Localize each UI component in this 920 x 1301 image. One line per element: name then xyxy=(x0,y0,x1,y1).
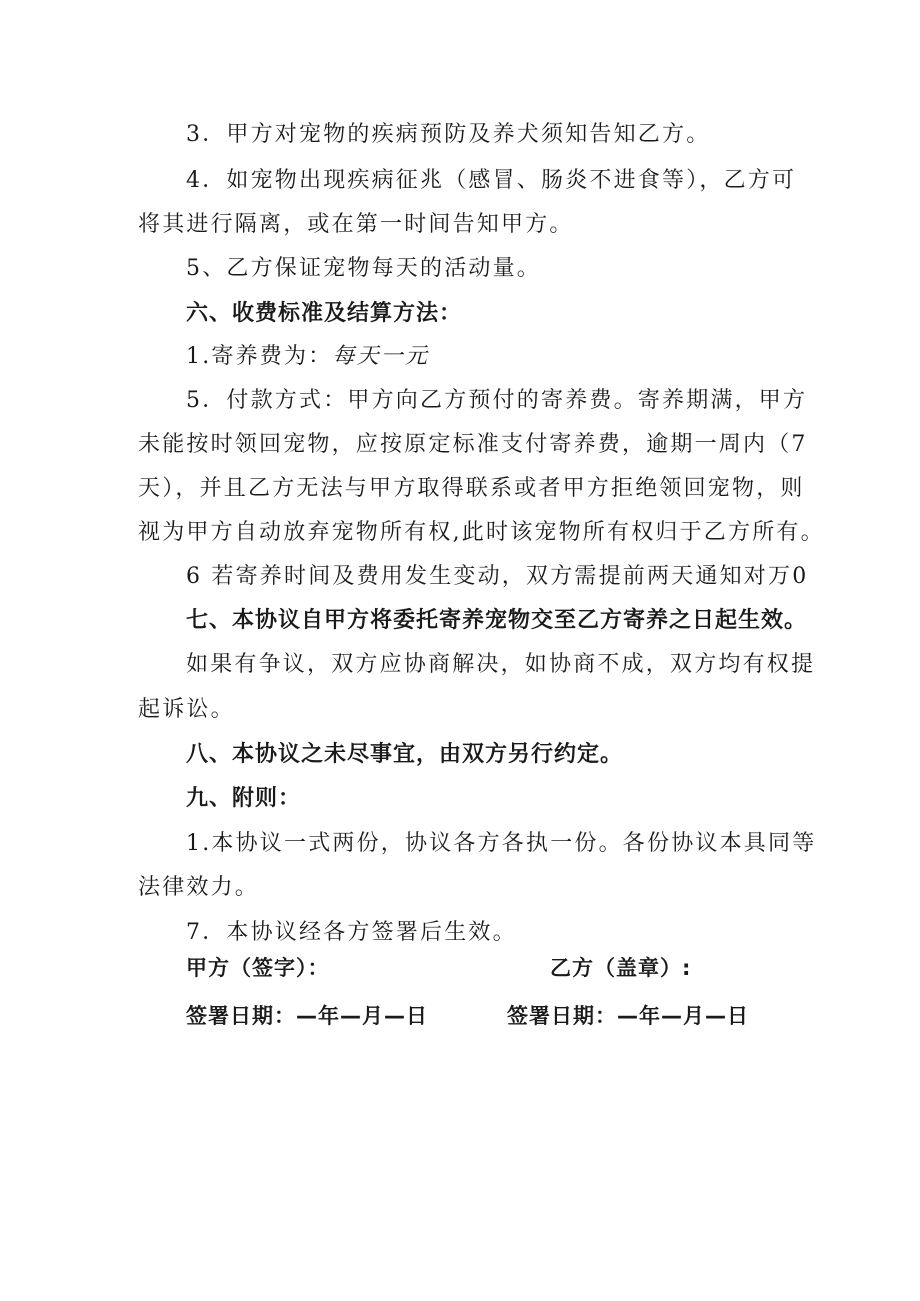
party-a-signature-label: 甲方（签字）： xyxy=(186,956,330,980)
clause-5-3: 3．甲方对宠物的疾病预防及养犬须知告知乙方。 xyxy=(186,122,711,147)
section-heading-6: 六、收费标准及结算方法： xyxy=(186,301,463,326)
clause-6-5-line-2: 未能按时领回宠物，应按原定标准支付寄养费，逾期一周内（7 xyxy=(138,432,808,457)
clause-6-1-label: 1.寄养费为： xyxy=(186,344,333,369)
clause-9-7: 7．本协议经各方签署后生效。 xyxy=(186,920,517,945)
party-b-date-label: 签署日期：—年—月—日 xyxy=(507,1004,749,1028)
clause-6-1 xyxy=(186,342,786,372)
clause-6-5-line-3: 天），并且乙方无法与甲方取得联系或者甲方拒绝领回宠物，则 xyxy=(138,476,805,501)
clause-7-line-1: 如果有争议，双方应协商解决，如协商不成，双方均有权提 xyxy=(186,652,816,677)
clause-5-4-line-1: 4．如宠物出现疾病征兆（感冒、肠炎不进食等），乙方可 xyxy=(186,168,797,193)
clause-9-1-line-1: 1.本协议一式两份，协议各方各执一份。各份协议本具同等 xyxy=(186,831,817,856)
clause-6-1-value: 每天一元 xyxy=(332,344,430,369)
clause-6-5-line-1: 5．付款方式：甲方向乙方预付的寄养费。寄养期满，甲方 xyxy=(186,388,808,413)
clause-6-5-line-4: 视为甲方自动放弃宠物所有权,此时该宠物所有权归于乙方所有。 xyxy=(138,520,825,545)
clause-6-6: 6 若寄养时间及费用发生变动，双方需提前两天通知对万0 xyxy=(186,564,809,589)
section-heading-8: 八、本协议之未尽事宜，由双方另行约定。 xyxy=(186,742,624,767)
section-heading-7: 七、本协议自甲方将委托寄养宠物交至乙方寄养之日起生效。 xyxy=(186,608,808,633)
clause-5-5: 5、乙方保证宠物每天的活动量。 xyxy=(186,256,541,281)
clause-5-4-line-2: 将其进行隔离，或在第一时间告知甲方。 xyxy=(138,212,574,237)
clause-9-1-line-2: 法律效力。 xyxy=(138,875,260,900)
section-heading-9: 九、附则： xyxy=(186,786,302,811)
party-a-date-label: 签署日期：—年—月—日 xyxy=(186,1004,428,1028)
party-b-seal-label: 乙方（盖章）: xyxy=(550,956,692,980)
clause-7-line-2: 起诉讼。 xyxy=(138,697,235,722)
